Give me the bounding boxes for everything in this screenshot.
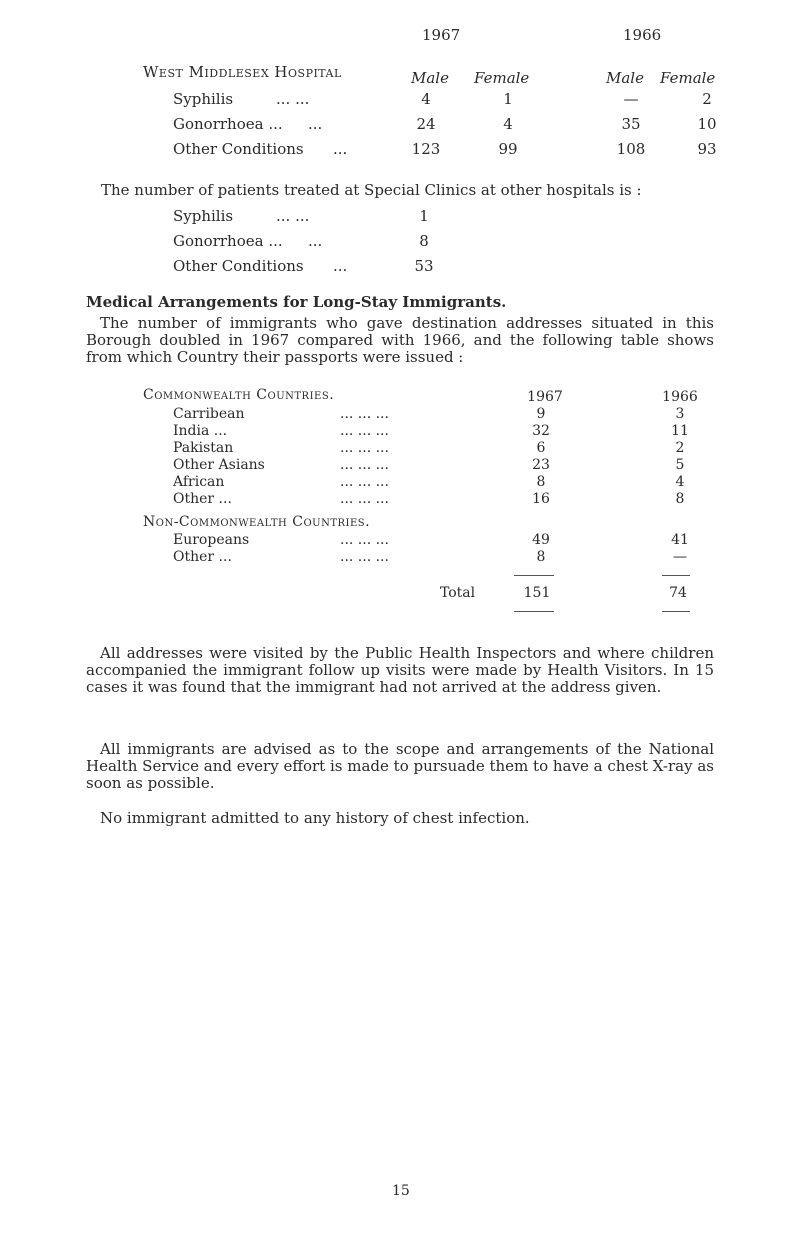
col-female-1967: Female — [474, 69, 530, 87]
year-1967-header: 1967 — [527, 389, 563, 405]
clinic-row-label: Syphilis — [173, 207, 234, 225]
table-cell: 8 — [536, 474, 546, 490]
table-cell: 2 — [675, 440, 685, 456]
table-cell: 4 — [503, 115, 513, 133]
country-label: African — [173, 474, 225, 490]
country-label: Pakistan — [173, 440, 234, 456]
non-commonwealth-heading: Non-Commonwealth Countries. — [143, 514, 371, 530]
leader-dots: ... ... ... — [340, 423, 389, 439]
clinic-value: 8 — [419, 232, 429, 250]
commonwealth-heading: Commonwealth Countries. — [143, 387, 335, 403]
hospital-title: West Middlesex Hospital — [143, 63, 342, 81]
table-cell: 8 — [675, 491, 685, 507]
year-1967-header: 1967 — [422, 26, 461, 44]
total-cell: 151 — [523, 585, 551, 601]
table-cell: 9 — [536, 406, 546, 422]
country-label: Other ... — [173, 549, 232, 565]
table-cell: 24 — [416, 115, 436, 133]
clinic-row-label: Other Conditions — [173, 257, 304, 275]
leader-dots: ... — [333, 140, 348, 158]
table-cell: 16 — [532, 491, 550, 507]
table-cell: 93 — [697, 140, 717, 158]
table-cell: — — [623, 90, 639, 108]
table-cell: — — [673, 549, 687, 565]
clinic-value: 1 — [419, 207, 429, 225]
leader-dots: ... — [308, 232, 323, 250]
leader-dots: ... ... ... — [340, 549, 389, 565]
table-cell: 6 — [536, 440, 546, 456]
country-label: Other Asians — [173, 457, 265, 473]
table-cell: 41 — [671, 532, 689, 548]
total-rule-bottom — [514, 611, 554, 612]
table-cell: 10 — [697, 115, 717, 133]
page-number: 15 — [392, 1183, 410, 1199]
paragraph-text: No immigrant admitted to any history of chest infection. — [100, 809, 530, 827]
total-rule-top — [662, 575, 690, 576]
leader-dots: ... ... ... — [340, 406, 389, 422]
leader-dots: ... ... ... — [340, 532, 389, 548]
col-female-1966: Female — [660, 69, 716, 87]
total-rule-top — [514, 575, 554, 576]
total-cell: 74 — [669, 585, 687, 601]
leader-dots: ... ... ... — [340, 474, 389, 490]
immigrants-intro-paragraph — [86, 315, 714, 366]
clinic-value: 53 — [414, 257, 434, 275]
table-cell: 32 — [532, 423, 550, 439]
leader-dots: ... ... ... — [340, 440, 389, 456]
col-male-1966: Male — [606, 69, 644, 87]
paragraph-text: All immigrants are advised as to the scope and arrangements of the National Health Service and every effort is made to pursuade them to have a chest X-ray as soon as possible. — [86, 740, 714, 792]
table-row-label: Other Conditions — [173, 140, 304, 158]
table-cell: 4 — [675, 474, 685, 490]
table-cell: 5 — [675, 457, 685, 473]
leader-dots: ... — [308, 115, 323, 133]
clinic-row-label: Gonorrhoea ... — [173, 232, 283, 250]
leader-dots: ... ... ... — [340, 457, 389, 473]
country-label: Carribean — [173, 406, 245, 422]
table-cell: 3 — [675, 406, 685, 422]
paragraph-text: All addresses were visited by the Public Health Inspectors and where children accompanied the immigrant follow up visits were made by Health Visitors. In 15 cases it was found that the immigrant had not arrived at the address given. — [86, 644, 714, 696]
col-male-1967: Male — [411, 69, 449, 87]
table-cell: 1 — [503, 90, 513, 108]
table-row-label: Syphilis — [173, 90, 234, 108]
table-row-label: Gonorrhoea ... — [173, 115, 283, 133]
table-cell: 49 — [532, 532, 550, 548]
leader-dots: ... ... ... — [340, 491, 389, 507]
country-label: India ... — [173, 423, 228, 439]
table-cell: 23 — [532, 457, 550, 473]
paragraph-advice — [86, 741, 714, 792]
table-cell: 99 — [498, 140, 518, 158]
table-cell: 8 — [536, 549, 546, 565]
paragraph-chest-infection — [86, 810, 714, 827]
leader-dots: ... ... — [276, 90, 310, 108]
table-cell: 11 — [671, 423, 689, 439]
year-1966-header: 1966 — [662, 389, 698, 405]
table-cell: 2 — [702, 90, 712, 108]
year-1966-header: 1966 — [623, 26, 662, 44]
table-cell: 4 — [421, 90, 431, 108]
leader-dots: ... ... — [276, 207, 310, 225]
leader-dots: ... — [333, 257, 348, 275]
section-heading: Medical Arrangements for Long-Stay Immigrants. — [86, 293, 507, 311]
table-cell: 108 — [616, 140, 646, 158]
total-rule-bottom — [662, 611, 690, 612]
table-cell: 35 — [621, 115, 641, 133]
country-label: Europeans — [173, 532, 250, 548]
total-label: Total — [440, 585, 476, 601]
paragraph-text: The number of immigrants who gave destination addresses situated in this Borough doubled in 1967 compared with 1966, and the following table shows from which Country their passports were issued : — [86, 314, 714, 366]
country-label: Other ... — [173, 491, 232, 507]
special-clinics-intro: The number of patients treated at Special Clinics at other hospitals is : — [101, 181, 642, 199]
table-cell: 123 — [411, 140, 441, 158]
paragraph-addresses — [86, 645, 714, 696]
